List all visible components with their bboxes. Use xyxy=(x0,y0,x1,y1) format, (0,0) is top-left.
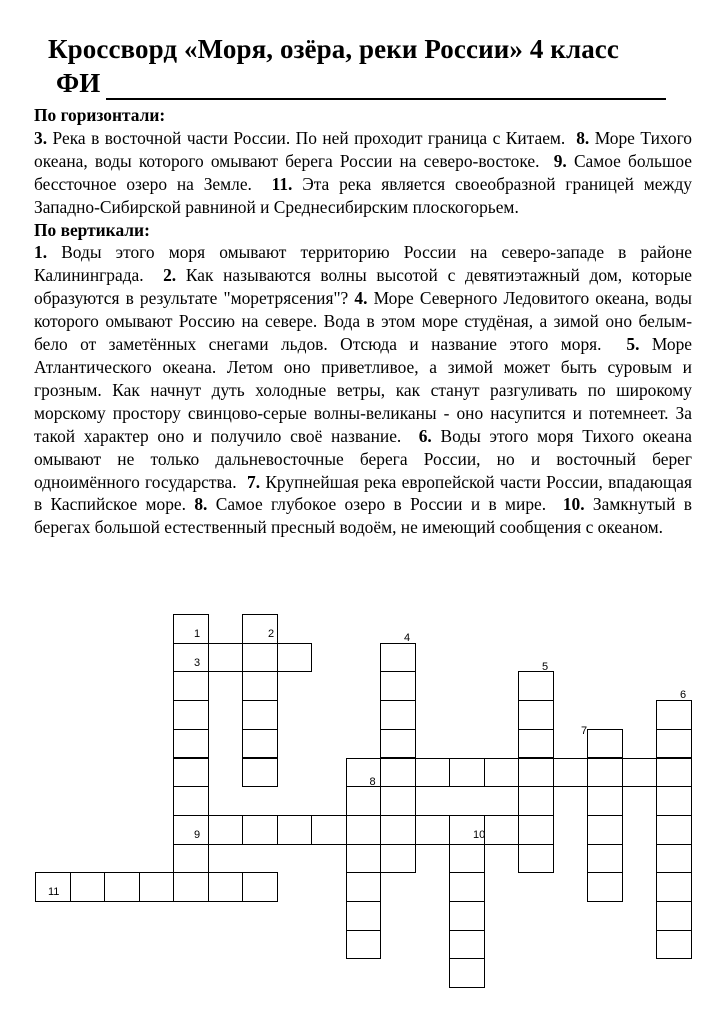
crossword-cell[interactable] xyxy=(449,872,485,902)
crossword-cell[interactable] xyxy=(656,815,692,845)
crossword-cell[interactable] xyxy=(277,815,313,845)
crossword-cell[interactable] xyxy=(656,844,692,874)
crossword-cell[interactable] xyxy=(587,872,623,902)
crossword-cell[interactable] xyxy=(656,872,692,902)
crossword-cell[interactable] xyxy=(70,872,106,902)
clue-h3: 3. Река в восточной части России. По ней проходит граница с Китаем. xyxy=(34,127,566,148)
crossword-cell[interactable] xyxy=(380,729,416,759)
crossword-cell[interactable] xyxy=(484,758,520,788)
crossword-cell[interactable] xyxy=(173,643,209,673)
crossword-cell[interactable] xyxy=(346,901,382,931)
crossword-number: 11 xyxy=(48,886,60,899)
crossword-cell[interactable] xyxy=(587,758,623,788)
crossword-cell[interactable] xyxy=(380,671,416,701)
crossword-cell[interactable] xyxy=(518,671,554,701)
crossword-cell[interactable] xyxy=(380,844,416,874)
crossword-cell[interactable] xyxy=(242,815,278,845)
crossword-cell[interactable] xyxy=(587,815,623,845)
crossword-number: 10 xyxy=(473,828,486,841)
clue-v5: 5. Море Атлантического океана. Летом оно приветливое, а зимой может быть суровым и грозным. Как начнут дуть холодные ветры, как станут разгуливать по широкому морскому простору свинцово-серые волны-великаны - оно насупится и потемнеет. За такой характер оно и получило своё название. xyxy=(34,334,692,446)
crossword-cell[interactable] xyxy=(449,958,485,988)
crossword-cell[interactable] xyxy=(449,844,485,874)
crossword-cell[interactable] xyxy=(242,700,278,730)
crossword-cell[interactable] xyxy=(173,700,209,730)
crossword-cell[interactable] xyxy=(380,815,416,845)
crossword-cell[interactable] xyxy=(518,758,554,788)
crossword-cell[interactable] xyxy=(242,671,278,701)
crossword-cell[interactable] xyxy=(553,758,589,788)
crossword-cell[interactable] xyxy=(173,729,209,759)
clue-v7: 7. Крупнейшая река европейской части России, впадающая в Каспийское море. xyxy=(34,471,692,515)
crossword-number: 4 xyxy=(404,632,411,644)
crossword-cell[interactable] xyxy=(173,815,209,845)
crossword-cell[interactable] xyxy=(208,815,244,845)
crossword-cell[interactable] xyxy=(622,758,658,788)
crossword-number: 6 xyxy=(680,689,687,702)
crossword-cell[interactable] xyxy=(277,643,313,673)
crossword-cell[interactable] xyxy=(346,930,382,960)
clue-v6: 6. Воды этого моря Тихого океана омывают не только дальневосточные берега России, но и восточный берег одноимённого государства. xyxy=(34,425,692,492)
clue-v2: 2. Как называются волны высотой с девятиэтажный дом, которые образуются в результате "моретрясения"? xyxy=(34,265,692,309)
crossword-cell[interactable] xyxy=(518,844,554,874)
clue-v1: 1. Воды этого моря омывают территорию России на северо-западе в районе Калининграда. xyxy=(34,242,692,286)
crossword-cell[interactable] xyxy=(587,786,623,816)
crossword-number: 1 xyxy=(194,628,201,640)
crossword-number: 9 xyxy=(194,828,201,841)
crossword-cell[interactable] xyxy=(656,786,692,816)
crossword-cell[interactable] xyxy=(656,930,692,960)
crossword-number: 5 xyxy=(542,660,549,673)
crossword-cell[interactable] xyxy=(346,815,382,845)
crossword-cell[interactable] xyxy=(380,700,416,730)
crossword-number: 7 xyxy=(581,724,588,737)
crossword-cell[interactable] xyxy=(311,815,347,845)
name-field-label: ФИ xyxy=(56,68,101,98)
crossword-cell[interactable] xyxy=(587,844,623,874)
crossword-cell[interactable] xyxy=(242,872,278,902)
crossword-cell[interactable] xyxy=(518,786,554,816)
crossword-cell[interactable] xyxy=(449,758,485,788)
crossword-cell[interactable] xyxy=(484,815,520,845)
crossword-cell[interactable] xyxy=(449,930,485,960)
crossword-cell[interactable] xyxy=(656,700,692,730)
crossword-cell[interactable] xyxy=(173,614,209,644)
crossword-cell[interactable] xyxy=(139,872,175,902)
crossword-cell[interactable] xyxy=(380,786,416,816)
crossword-number: 2 xyxy=(268,628,275,640)
crossword-cell[interactable] xyxy=(518,700,554,730)
crossword-cell[interactable] xyxy=(415,815,451,845)
crossword-cell[interactable] xyxy=(380,758,416,788)
clue-h9: 9. Самое большое бессточное озеро на Земле. xyxy=(34,150,692,194)
crossword-cell[interactable] xyxy=(173,844,209,874)
crossword-cell[interactable] xyxy=(656,729,692,759)
crossword-number: 3 xyxy=(194,656,201,669)
crossword-cell[interactable] xyxy=(173,758,209,788)
crossword-cell[interactable] xyxy=(173,671,209,701)
crossword-cell[interactable] xyxy=(346,758,382,788)
crossword-cell[interactable] xyxy=(587,729,623,759)
crossword-cell[interactable] xyxy=(449,901,485,931)
crossword-cell[interactable] xyxy=(415,758,451,788)
crossword-cell[interactable] xyxy=(104,872,140,902)
clue-h8: 8. Море Тихого океана, воды которого омывают берега России на северо-востоке. xyxy=(34,127,692,171)
clue-h11: 11. Эта река является своеобразной границей между Западно-Сибирской равниной и Среднесибирским плоскогорьем. xyxy=(34,173,692,217)
clue-v4: 4. Море Северного Ледовитого океана, воды которого омывают Россию на севере. Вода в этом море студёная, а зимой оно белым-бело от заметённых снегами льдов. Отсюда и название этого моря. xyxy=(34,288,692,355)
vertical-heading: По вертикали: xyxy=(34,219,150,240)
crossword-cell[interactable] xyxy=(346,844,382,874)
crossword-cell[interactable] xyxy=(346,786,382,816)
clue-v10: 10. Замкнутый в берегах большой естественный пресный водоём, не имеющий сообщения с океаном. xyxy=(34,494,692,538)
crossword-cell[interactable] xyxy=(656,901,692,931)
page-title: Кроссворд «Моря, озёра, реки России» 4 класс xyxy=(48,34,619,64)
crossword-cell[interactable] xyxy=(380,643,416,673)
horizontal-heading: По горизонтали: xyxy=(34,105,166,125)
crossword-cell[interactable] xyxy=(173,786,209,816)
crossword-cell[interactable] xyxy=(173,872,209,902)
crossword-cell[interactable] xyxy=(208,643,244,673)
crossword-cell[interactable] xyxy=(346,872,382,902)
crossword-cell[interactable] xyxy=(518,815,554,845)
crossword-cell[interactable] xyxy=(656,758,692,788)
crossword-cell[interactable] xyxy=(242,729,278,759)
crossword-cell[interactable] xyxy=(242,643,278,673)
crossword-cell[interactable] xyxy=(242,758,278,788)
crossword-cell[interactable] xyxy=(518,729,554,759)
crossword-cell[interactable] xyxy=(208,872,244,902)
crossword-number: 8 xyxy=(369,775,376,788)
clue-v8: 8. Самое глубокое озеро в России и в мире. xyxy=(194,494,547,515)
